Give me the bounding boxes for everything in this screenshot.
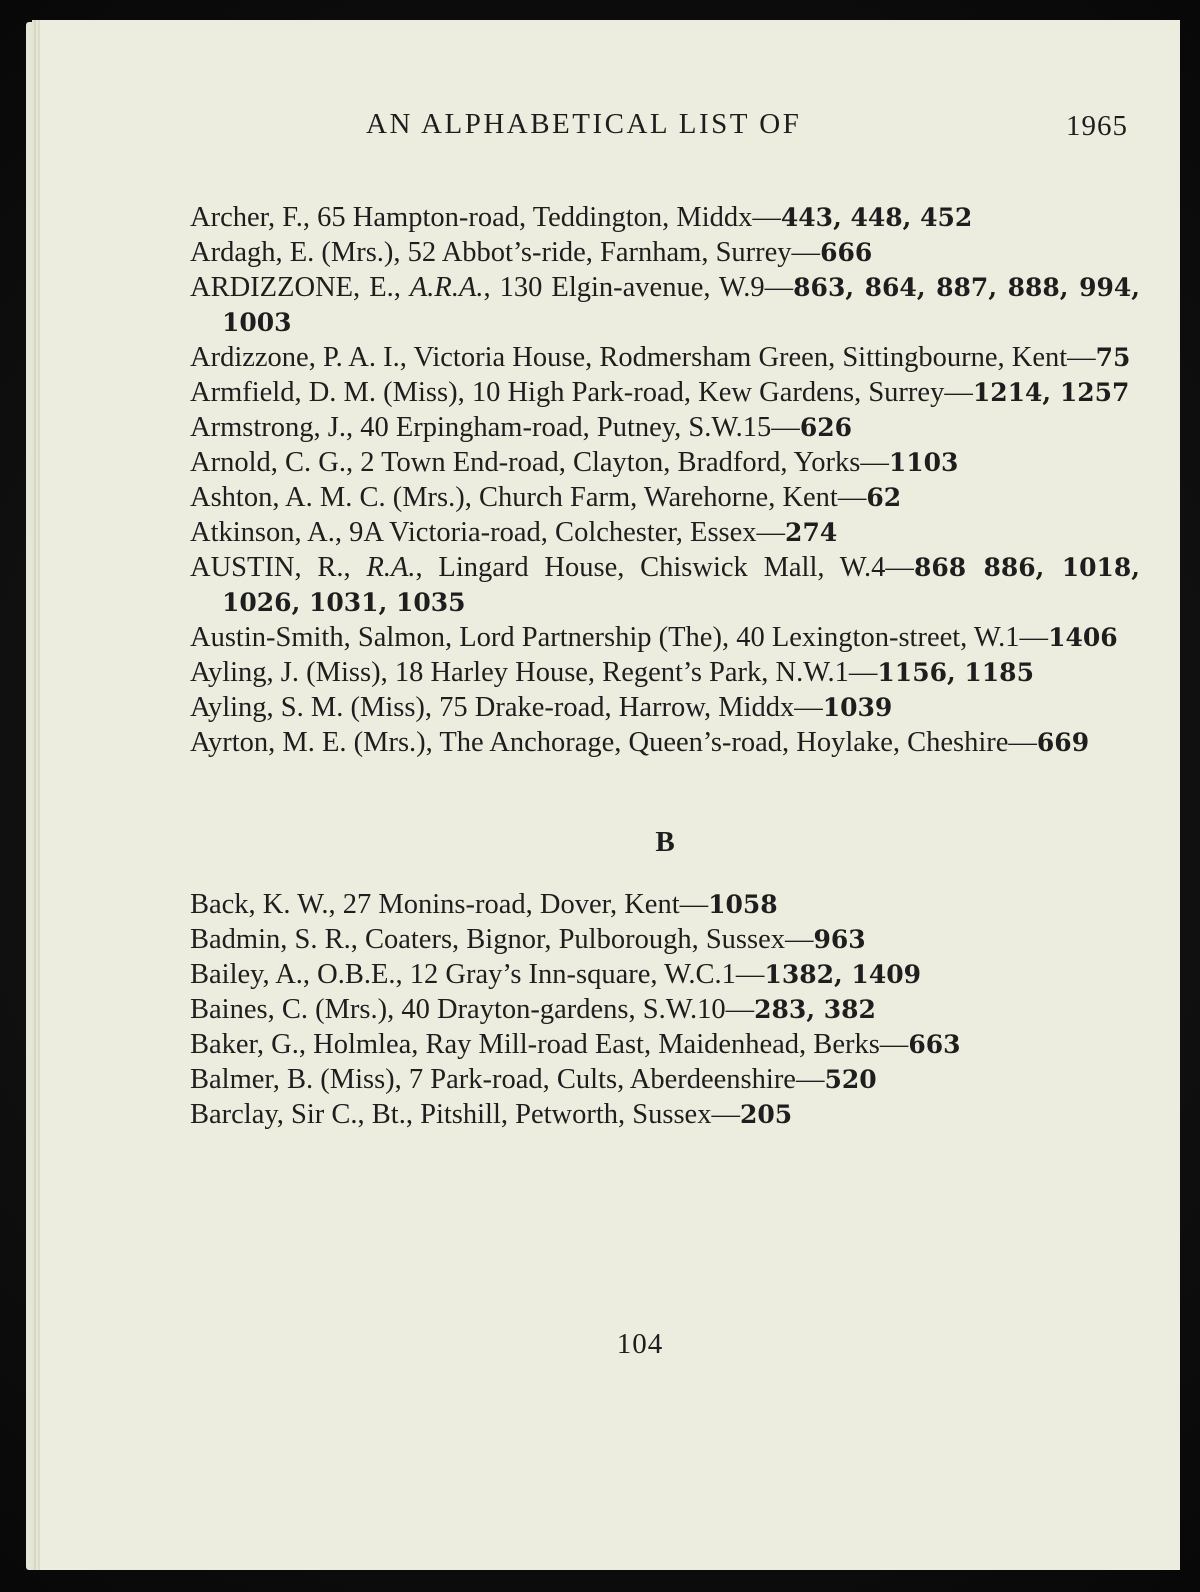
running-head-title: AN ALPHABETICAL LIST OF bbox=[366, 108, 802, 140]
entry-list bbox=[190, 200, 1140, 1132]
running-head bbox=[40, 108, 1180, 148]
running-head-year: 1965 bbox=[1066, 110, 1128, 142]
list-item: Baines, C. (Mrs.), 40 Drayton-gardens, S.W.10—283, 382 bbox=[190, 994, 876, 1025]
exhibit-numbers: 868 886, 1018, 1026, 1031, 1035 bbox=[222, 553, 1140, 617]
exhibit-numbers: 1382, 1409 bbox=[764, 960, 922, 989]
exhibit-numbers: 669 bbox=[1036, 728, 1090, 757]
exhibit-numbers: 626 bbox=[799, 413, 852, 442]
exhibit-numbers: 283, 382 bbox=[754, 995, 876, 1024]
exhibit-numbers: 520 bbox=[824, 1065, 877, 1094]
honour-designation: A.R.A. bbox=[409, 272, 484, 303]
list-item: Badmin, S. R., Coaters, Bignor, Pulborough, Sussex—963 bbox=[190, 924, 866, 955]
list-item: Back, K. W., 27 Monins-road, Dover, Kent—1058 bbox=[190, 889, 778, 920]
page-text-area bbox=[40, 20, 1180, 1570]
list-item: Armfield, D. M. (Miss), 10 High Park-road, Kew Gardens, Surrey—1214, 1257 bbox=[190, 377, 1130, 408]
list-item: Austin-Smith, Salmon, Lord Partnership (The), 40 Lexington-street, W.1—1406 bbox=[190, 622, 1118, 653]
list-item: Armstrong, J., 40 Erpingham-road, Putney, S.W.15—626 bbox=[190, 412, 852, 443]
list-item: Ashton, A. M. C. (Mrs.), Church Farm, Warehorne, Kent—62 bbox=[190, 482, 902, 513]
exhibit-numbers: 1058 bbox=[708, 890, 778, 919]
honour-designation: R.A. bbox=[366, 552, 416, 583]
exhibit-numbers: 1214, 1257 bbox=[972, 378, 1130, 407]
list-item: Arnold, C. G., 2 Town End-road, Clayton, Bradford, Yorks—1103 bbox=[190, 447, 959, 478]
exhibit-numbers: 863, 864, 887, 888, 994, 1003 bbox=[222, 273, 1140, 337]
list-item: Bailey, A., O.B.E., 12 Gray’s Inn-square, W.C.1—1382, 1409 bbox=[190, 959, 922, 990]
list-item: Barclay, Sir C., Bt., Pitshill, Petworth, Sussex—205 bbox=[190, 1099, 793, 1130]
list-item: Ardizzone, P. A. I., Victoria House, Rodmersham Green, Sittingbourne, Kent—75 bbox=[190, 342, 1131, 373]
list-item: Ayling, S. M. (Miss), 75 Drake-road, Harrow, Middx—1039 bbox=[190, 692, 893, 723]
exhibit-numbers: 274 bbox=[785, 518, 838, 547]
exhibit-numbers: 62 bbox=[866, 483, 902, 512]
list-item: Atkinson, A., 9A Victoria-road, Colchester, Essex—274 bbox=[190, 517, 838, 548]
exhibit-numbers: 1156, 1185 bbox=[877, 658, 1034, 687]
page-number: 104 bbox=[616, 1328, 664, 1360]
exhibit-numbers: 1103 bbox=[888, 448, 959, 477]
exhibit-numbers: 205 bbox=[739, 1100, 793, 1129]
section-heading-b: B bbox=[655, 826, 675, 858]
exhibit-numbers: 1039 bbox=[822, 693, 893, 722]
exhibit-numbers: 666 bbox=[820, 238, 873, 267]
list-item: Archer, F., 65 Hampton-road, Teddington, Middx—443, 448, 452 bbox=[190, 202, 973, 233]
list-item: Ayling, J. (Miss), 18 Harley House, Regent’s Park, N.W.1—1156, 1185 bbox=[190, 657, 1034, 688]
section-spacer bbox=[190, 859, 1140, 887]
list-item: Ayrton, M. E. (Mrs.), The Anchorage, Queen’s-road, Hoylake, Cheshire—669 bbox=[190, 727, 1090, 758]
list-item: Balmer, B. (Miss), 7 Park-road, Cults, Aberdeenshire—520 bbox=[190, 1064, 877, 1095]
list-item: Baker, G., Holmlea, Ray Mill-road East, Maidenhead, Berks—663 bbox=[190, 1029, 961, 1060]
exhibit-numbers: 663 bbox=[908, 1030, 961, 1059]
list-item: ARDIZZONE, E., A.R.A., 130 Elgin-avenue, W.9—863, 864, 887, 888, 994, 1003 bbox=[190, 272, 1140, 337]
exhibit-numbers: 963 bbox=[813, 925, 866, 954]
list-item: AUSTIN, R., R.A., Lingard House, Chiswick Mall, W.4—868 886, 1018, 1026, 1031, 1035 bbox=[190, 552, 1140, 617]
list-item: Ardagh, E. (Mrs.), 52 Abbot’s-ride, Farnham, Surrey—666 bbox=[190, 237, 873, 268]
exhibit-numbers: 443, 448, 452 bbox=[780, 203, 973, 232]
book-page bbox=[40, 20, 1180, 1570]
section-spacer bbox=[190, 760, 1140, 826]
exhibit-numbers: 75 bbox=[1095, 343, 1131, 372]
exhibit-numbers: 1406 bbox=[1048, 623, 1118, 652]
